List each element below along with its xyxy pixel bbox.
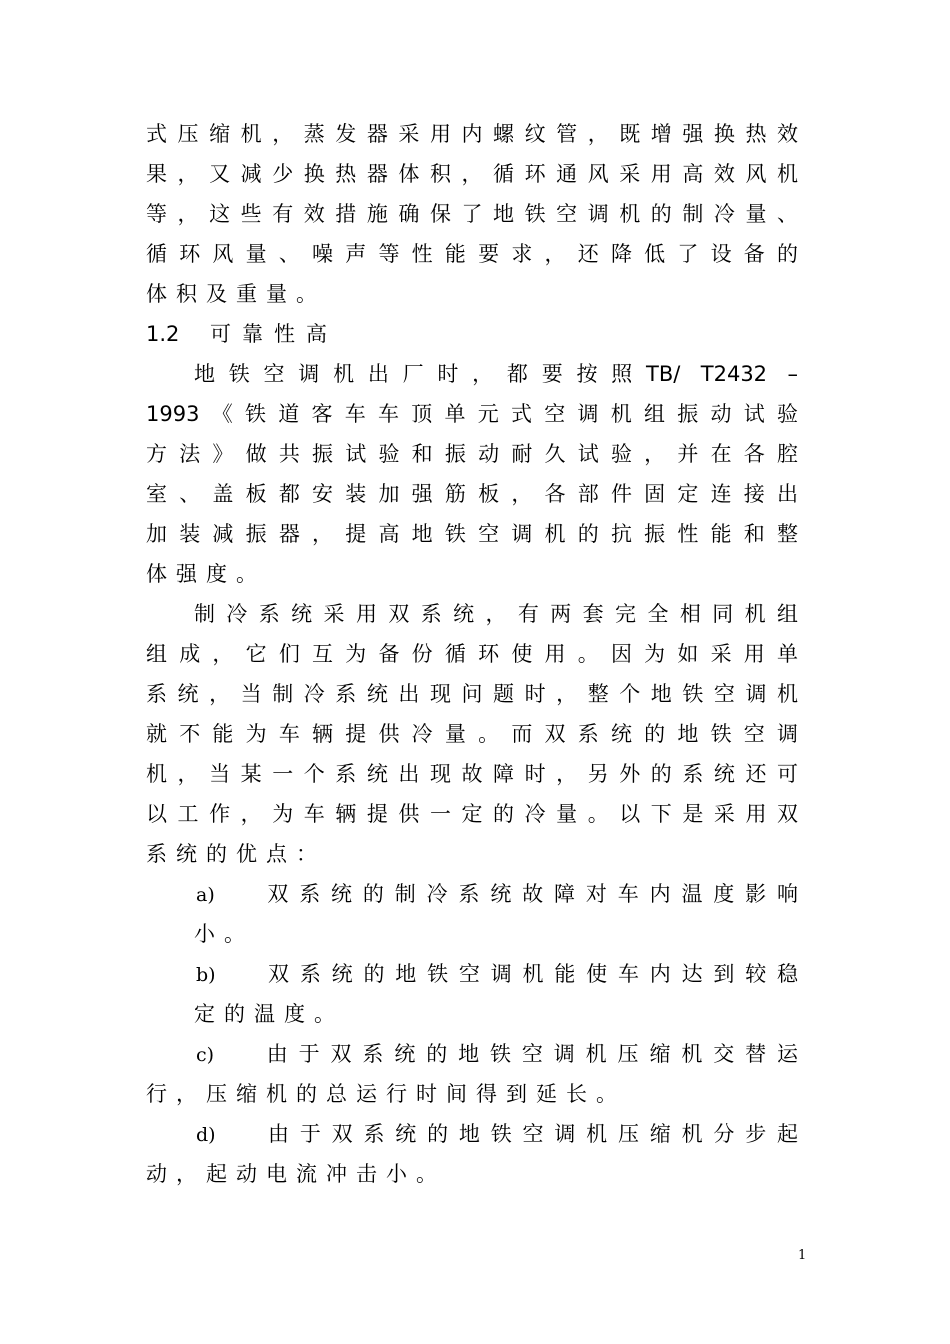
text-line: 以工作，为车辆提供一定的冷量。以下是采用双 [146, 802, 798, 826]
list-text: 由于双系统的地铁空调机压缩机交替运 [266, 1042, 798, 1066]
list-item-continuation: 定的温度。 [194, 1002, 344, 1026]
list-marker: d) [196, 1124, 216, 1146]
text-line: 室、盖板都安装加强筋板，各部件固定连接出 [146, 482, 798, 506]
text-line: 等，这些有效措施确保了地铁空调机的制冷量、 [146, 202, 798, 226]
text-line: 加装减振器，提高地铁空调机的抗振性能和整 [146, 522, 798, 546]
text-line: 制冷系统采用双系统，有两套完全相同机组 [194, 602, 798, 626]
text-line: 循环风量、噪声等性能要求，还降低了设备的 [146, 242, 798, 266]
document-body [146, 114, 798, 1194]
section-number: 1.2 [146, 322, 180, 346]
section-title: 可靠性高 [210, 322, 338, 346]
text-line: 机，当某一个系统出现故障时，另外的系统还可 [146, 762, 798, 786]
text-line: 体强度。 [146, 562, 266, 586]
text-line: 方法》做共振试验和振动耐久试验，并在各腔 [146, 442, 798, 466]
list-marker: a) [196, 884, 215, 906]
text-line: 体积及重量。 [146, 282, 326, 306]
page-number: 1 [798, 1248, 807, 1263]
list-marker: c) [196, 1044, 215, 1066]
text-line: 系统，当制冷系统出现问题时，整个地铁空调机 [146, 682, 798, 706]
list-text: 双系统的地铁空调机能使车内达到较稳 [268, 962, 798, 986]
list-item [146, 1034, 798, 1074]
list-item [146, 874, 798, 914]
list-item [146, 954, 798, 994]
text-line: 系统的优点： [146, 842, 326, 866]
list-item [146, 1114, 798, 1154]
text-line: 式压缩机，蒸发器采用内螺纹管，既增强换热效 [146, 122, 798, 146]
list-item-continuation: 动，起动电流冲击小。 [146, 1162, 446, 1186]
text-line: 组成，它们互为备份循环使用。因为如采用单 [146, 642, 798, 666]
list-item-continuation: 行，压缩机的总运行时间得到延长。 [146, 1082, 626, 1106]
text-line: 地铁空调机出厂时，都要按照TB/ T2432 – [194, 362, 798, 386]
text-line: 1993《铁道客车车顶单元式空调机组振动试验 [146, 402, 798, 426]
list-text: 由于双系统的地铁空调机压缩机分步起 [268, 1122, 798, 1146]
list-text: 双系统的制冷系统故障对车内温度影响 [267, 882, 798, 906]
text-line: 就不能为车辆提供冷量。而双系统的地铁空调 [146, 722, 798, 746]
section-heading [146, 314, 798, 354]
list-marker: b) [196, 964, 216, 986]
list-item-continuation: 小。 [194, 922, 254, 946]
text-line: 果，又减少换热器体积，循环通风采用高效风机 [146, 162, 798, 186]
